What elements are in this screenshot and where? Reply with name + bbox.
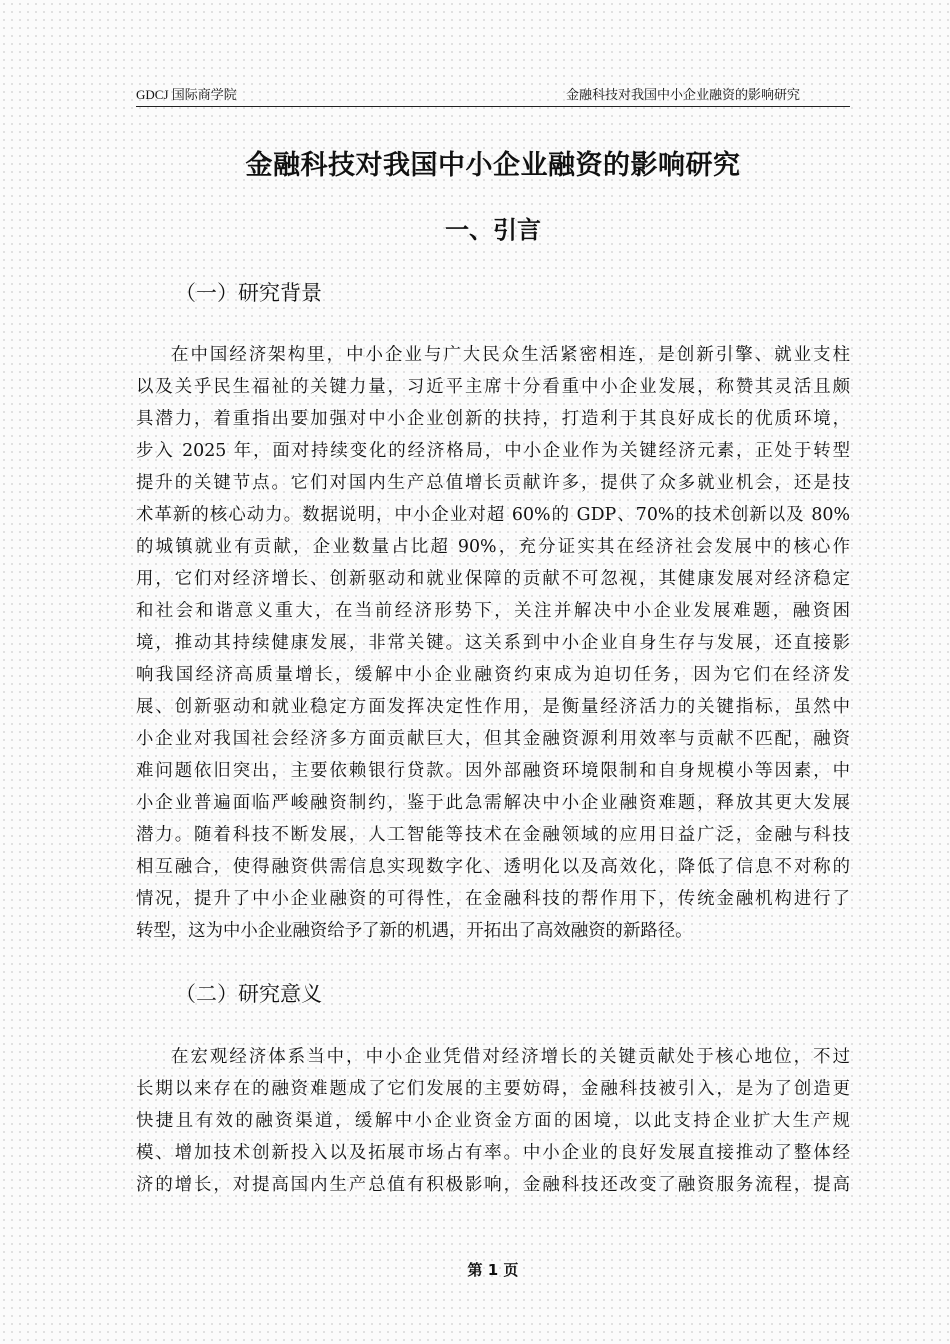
text-line: 和社会和谐意义重大，在当前经济形势下，关注并解决中小企业发展难题，融资困 — [136, 601, 850, 621]
text-line: 难问题依旧突出，主要依赖银行贷款。因外部融资环境限制和自身规模小等因素，中 — [136, 761, 850, 781]
header-left-text: GDCJ 国际商学院 — [136, 87, 237, 102]
text-line: 在宏观经济体系当中，中小企业凭借对经济增长的关键贡献处于核心地位，不过 — [171, 1047, 850, 1067]
text-line: 步入 2025 年，面对持续变化的经济格局，中小企业作为关键经济元素，正处于转型 — [136, 441, 850, 461]
text-line: 提升的关键节点。它们对国内生产总值增长贡献许多，提供了众多就业机会，还是技 — [136, 473, 850, 493]
text-line: 济的增长，对提高国内生产总值有积极影响，金融科技还改变了融资服务流程，提高 — [136, 1175, 850, 1195]
text-line: 情况，提升了中小企业融资的可得性，在金融科技的帮作用下，传统金融机构进行了 — [136, 889, 850, 909]
text-line: 潜力。随着科技不断发展，人工智能等技术在金融领域的应用日益广泛，金融与科技 — [136, 825, 850, 845]
document-title: 金融科技对我国中小企业融资的影响研究 — [245, 150, 741, 181]
paragraph-background — [136, 339, 850, 947]
text-line: 小企业普遍面临严峻融资制约，鉴于此急需解决中小企业融资难题，释放其更大发展 — [136, 793, 850, 813]
text-line: 具潜力，着重指出要加强对中小企业创新的扶持，打造利于其良好成长的优质环境， — [136, 409, 850, 429]
header-right-text: 金融科技对我国中小企业融资的影响研究 — [565, 87, 800, 102]
page-number: 第 1 页 — [467, 1261, 519, 1279]
text-line: 用，它们对经济增长、创新驱动和就业保障的贡献不可忽视，其健康发展对经济稳定 — [136, 569, 850, 589]
text-line: 快捷且有效的融资渠道，缓解中小企业资金方面的困境，以此支持企业扩大生产规 — [136, 1111, 850, 1131]
text-line: 转型，这为中小企业融资给予了新的机遇，开拓出了高效融资的新路径。 — [136, 921, 693, 941]
text-line: 境，推动其持续健康发展，非常关键。这关系到中小企业自身生存与发展，还直接影 — [136, 633, 850, 653]
running-header — [136, 86, 850, 107]
text-line: 相互融合，使得融资供需信息实现数字化、透明化以及高效化，降低了信息不对称的 — [136, 857, 850, 877]
subsection-heading-background: （一）研究背景 — [175, 281, 322, 305]
text-line: 小企业对我国社会经济多方面贡献巨大，但其金融资源利用效率与贡献不匹配，融资 — [136, 729, 850, 749]
text-line: 响我国经济高质量增长，缓解中小企业融资约束成为迫切任务，因为它们在经济发 — [136, 665, 850, 685]
text-line: 展、创新驱动和就业稳定方面发挥决定性作用，是衡量经济活力的关键指标，虽然中 — [136, 697, 850, 717]
text-line: 在中国经济架构里，中小企业与广大民众生活紧密相连，是创新引擎、就业支柱 — [171, 345, 850, 365]
text-line: 术革新的核心动力。数据说明，中小企业对超 60%的 GDP、70%的技术创新以及 80% — [136, 505, 850, 525]
text-line: 长期以来存在的融资难题成了它们发展的主要妨碍，金融科技被引入，是为了创造更 — [136, 1079, 850, 1099]
subsection-heading-significance: （二）研究意义 — [175, 982, 322, 1006]
text-line: 以及关乎民生福祉的关键力量，习近平主席十分看重中小企业发展，称赞其灵活且颇 — [136, 377, 850, 397]
text-line: 模、增加技术创新投入以及拓展市场占有率。中小企业的良好发展直接推动了整体经 — [136, 1143, 850, 1163]
paragraph-significance — [136, 1041, 850, 1201]
section-heading-introduction: 一、引言 — [445, 216, 541, 244]
text-line: 的城镇就业有贡献，企业数量占比超 90%，充分证实其在经济社会发展中的核心作 — [136, 537, 850, 557]
